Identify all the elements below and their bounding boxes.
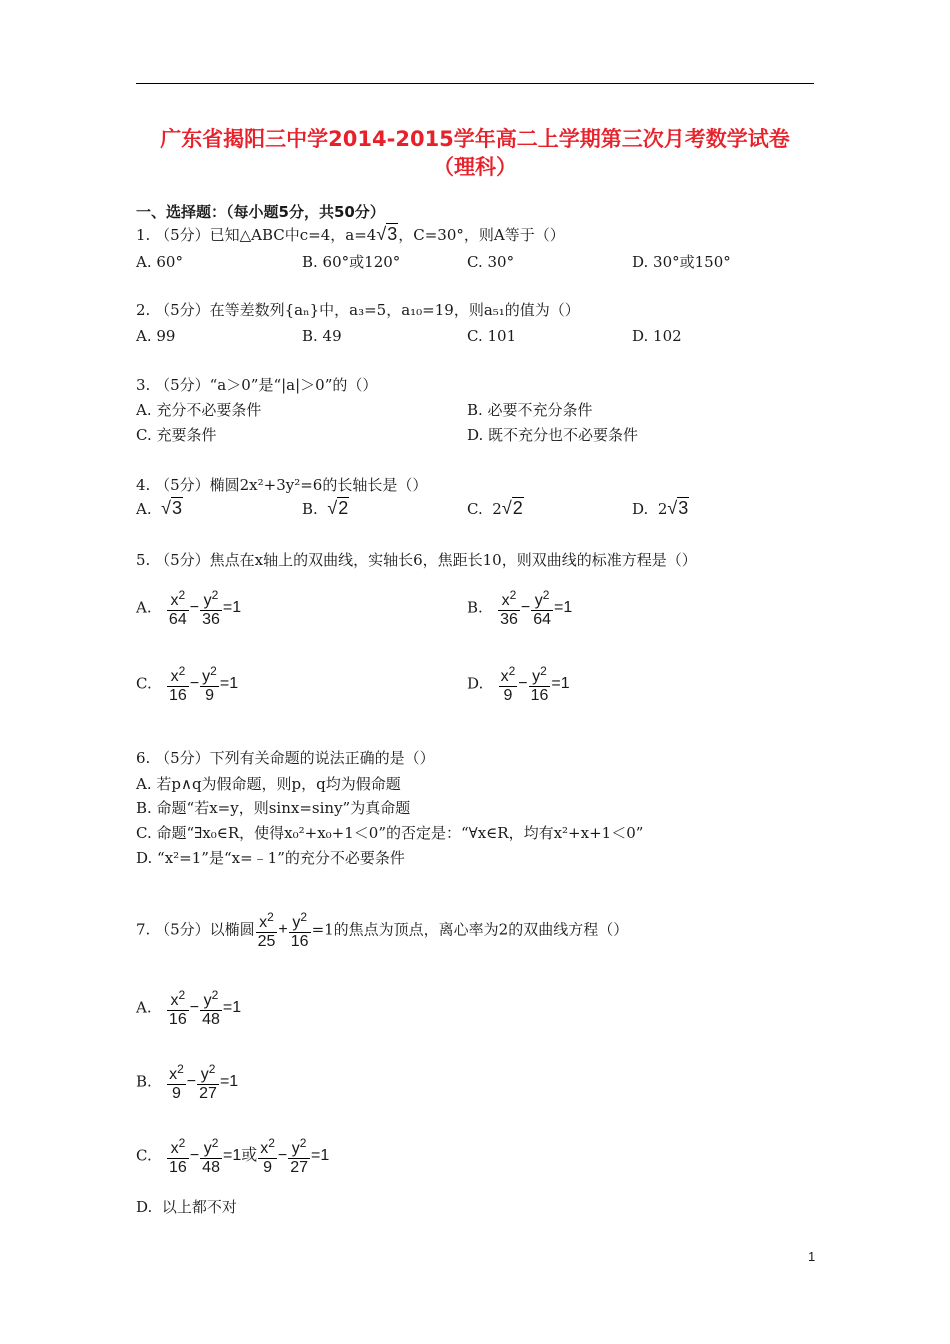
q4-option-b: B. √2 <box>302 498 349 518</box>
q7-option-c: C. $\frac{x^2}{16}$ − $\frac{y^2}{48}$ =1或 $\frac{x^2}{9}$ − $\frac{y^2}{27}$ =1 <box>136 1136 330 1176</box>
fraction: $\frac{y^2}{27}$ <box>199 1062 217 1102</box>
page-number: 1 <box>808 1249 816 1264</box>
q6-option-c: C. 命题“∃x₀∈R，使得x₀²+x₀+1＜0”的否定是：“∀x∈R，均有x²+x+1＜0” <box>136 824 644 842</box>
fraction: $\frac{x^2}{9}$ <box>500 664 516 704</box>
question-1 <box>136 224 565 245</box>
q7-option-b: B. $\frac{x^2}{9}$ − $\frac{y^2}{27}$ =1 <box>136 1062 239 1102</box>
fraction: $\frac{x^2}{64}$ <box>168 588 187 628</box>
fraction: $\frac{x^2}{9}$ <box>260 1136 275 1176</box>
sqrt-icon: √2 <box>501 498 523 518</box>
sqrt-icon: √3 <box>161 498 183 518</box>
q1-option-b: B. 60°或120° <box>302 253 401 271</box>
fraction: $\frac{y^2}{16}$ <box>530 664 549 704</box>
q2-option-b: B. 49 <box>302 327 342 345</box>
q5-option-b: B. $\frac{x^2}{36}$ − $\frac{y^2}{64}$ =1 <box>467 588 573 628</box>
q7-option-d: D. 以上都不对 <box>136 1198 237 1216</box>
section-heading: 一、选择题：（每小题5分，共50分） <box>136 203 385 221</box>
document-title: 广东省揭阳三中学2014-2015学年高二上学期第三次月考数学试卷 <box>160 127 790 151</box>
q6-option-b: B. 命题“若x=y，则sinx=siny”为真命题 <box>136 799 411 817</box>
q1-option-a: A. 60° <box>136 253 183 271</box>
q7-option-a: A. $\frac{x^2}{16}$ − $\frac{y^2}{48}$ =1 <box>136 988 242 1028</box>
fraction: $\frac{y^2}{48}$ <box>202 1136 220 1176</box>
q2-option-d: D. 102 <box>632 327 682 345</box>
q2-option-a: A. 99 <box>136 327 176 345</box>
q5-option-c: C. $\frac{x^2}{16}$ − $\frac{y^2}{9}$ =1 <box>136 664 239 704</box>
sqrt-icon: √2 <box>327 498 349 518</box>
fraction: $\frac{y^2}{36}$ <box>202 588 220 628</box>
question-3: 3. （5分）“a＞0”是“|a|＞0”的（） <box>136 376 378 394</box>
fraction: $\frac{y^2}{64}$ <box>533 588 552 628</box>
fraction: $\frac{y^2}{16}$ <box>290 910 309 950</box>
fraction: $\frac{x^2}{9}$ <box>169 1062 184 1102</box>
q4-option-d: D. 2√3 <box>632 498 689 518</box>
q4-option-c: C. 2√2 <box>467 498 523 518</box>
q3-option-b: B. 必要不充分条件 <box>467 401 593 419</box>
question-6: 6. （5分）下列有关命题的说法正确的是（） <box>136 749 435 767</box>
q3-option-a: A. 充分不必要条件 <box>136 401 262 419</box>
fraction: $\frac{y^2}{9}$ <box>202 664 217 704</box>
q2-option-c: C. 101 <box>467 327 517 345</box>
question-7: 7. （5分）以椭圆 $\frac{x^2}{25}$ + $\frac{y^2}{16}$ =1的焦点为顶点，离心率为2的双曲线方程（） <box>136 910 629 950</box>
fraction: $\frac{x^2}{16}$ <box>169 1136 187 1176</box>
document-subtitle: （理科） <box>433 155 517 179</box>
fraction: $\frac{x^2}{36}$ <box>500 588 518 628</box>
q6-option-d: D. “x²=1”是“x=﹣1”的充分不必要条件 <box>136 849 405 867</box>
fraction: $\frac{y^2}{27}$ <box>290 1136 309 1176</box>
question-5: 5. （5分）焦点在x轴上的双曲线，实轴长6，焦距长10，则双曲线的标准方程是（） <box>136 551 697 569</box>
q5-option-a: A. $\frac{x^2}{64}$ − $\frac{y^2}{36}$ =1 <box>136 588 242 628</box>
q1-prefix: 1. （5分）已知△ABC中c=4，a=4 <box>136 226 377 244</box>
q5-option-d: D. $\frac{x^2}{9}$ − $\frac{y^2}{16}$ =1 <box>467 664 570 704</box>
q3-option-c: C. 充要条件 <box>136 426 217 444</box>
fraction: $\frac{x^2}{16}$ <box>169 664 187 704</box>
question-2: 2. （5分）在等差数列{aₙ}中，a₃=5，a₁₀=19，则a₅₁的值为（） <box>136 301 580 319</box>
q4-option-a: A. √3 <box>136 498 183 518</box>
sqrt-icon: √3 <box>667 498 689 518</box>
fraction: $\frac{y^2}{48}$ <box>202 988 220 1028</box>
q6-option-a: A. 若p∧q为假命题，则p，q均为假命题 <box>136 775 401 793</box>
q1-option-c: C. 30° <box>467 253 515 271</box>
q1-option-d: D. 30°或150° <box>632 253 731 271</box>
q1-suffix: ，C=30°，则A等于（） <box>398 226 565 244</box>
q3-option-d: D. 既不充分也不必要条件 <box>467 426 639 444</box>
fraction: $\frac{x^2}{25}$ <box>257 910 276 950</box>
fraction: $\frac{x^2}{16}$ <box>168 988 187 1028</box>
question-4: 4. （5分）椭圆2x²+3y²=6的长轴长是（） <box>136 476 428 494</box>
sqrt-3: √3 <box>376 224 398 244</box>
header-rule <box>136 83 814 84</box>
